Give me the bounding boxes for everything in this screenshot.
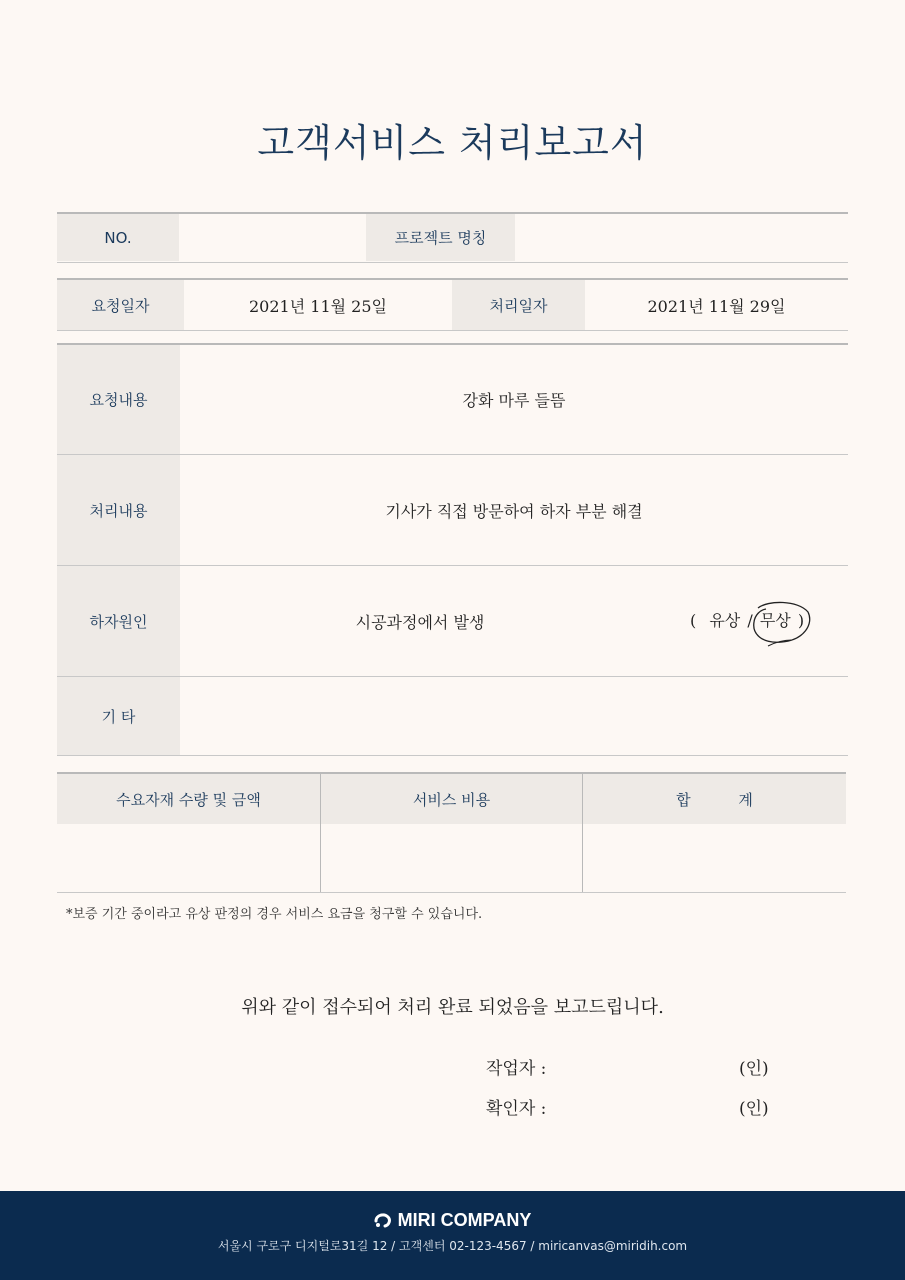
document-title: 고객서비스 처리보고서 bbox=[257, 121, 648, 165]
material-cost-header: 수요자재 수량 및 금액 bbox=[57, 774, 320, 824]
company-logo bbox=[0, 1210, 905, 1231]
request-date-value: 2021년 11월 25일 bbox=[249, 296, 387, 316]
row1-bottom-border bbox=[57, 262, 848, 263]
process-content-label: 처리내용 bbox=[57, 455, 180, 565]
service-cost-value[interactable] bbox=[321, 824, 582, 892]
cost-table-divider-2 bbox=[582, 774, 583, 892]
request-date-label: 요청일자 bbox=[57, 280, 184, 330]
paid-option[interactable]: 유상 bbox=[709, 611, 741, 630]
confirmer-seal[interactable]: (인) bbox=[739, 1099, 769, 1119]
etc-label: 기 타 bbox=[57, 677, 180, 755]
worker-seal[interactable]: (인) bbox=[739, 1059, 769, 1079]
warranty-note: *보증 기간 중이라고 유상 판정의 경우 서비스 요금을 청구할 수 있습니다. bbox=[66, 907, 483, 922]
company-name: MIRI COMPANY bbox=[397, 1210, 532, 1230]
details-bottom-border bbox=[57, 755, 848, 756]
option-separator: / bbox=[747, 611, 753, 630]
row2-bottom-border bbox=[57, 330, 848, 331]
no-label: NO. bbox=[57, 214, 179, 261]
etc-value[interactable] bbox=[180, 677, 848, 755]
process-date-label: 처리일자 bbox=[452, 280, 585, 330]
request-content-label: 요청내용 bbox=[57, 345, 180, 454]
worker-label: 작업자 : bbox=[486, 1059, 547, 1079]
confirmer-label: 확인자 : bbox=[486, 1099, 547, 1119]
service-cost-header: 서비스 비용 bbox=[321, 774, 582, 824]
material-cost-value[interactable] bbox=[57, 824, 320, 892]
total-value[interactable] bbox=[583, 824, 846, 892]
report-statement: 위와 같이 접수되어 처리 완료 되었음을 보고드립니다. bbox=[241, 997, 664, 1018]
project-name-label: 프로젝트 명칭 bbox=[366, 214, 515, 261]
cost-table-divider-1 bbox=[320, 774, 321, 892]
company-logo-icon bbox=[374, 1212, 396, 1228]
company-address: 서울시 구로구 디지털로31길 12 / 고객센터 02-123-4567 / miricanvas@miridih.com bbox=[217, 1239, 688, 1253]
request-content-value: 강화 마루 들뜸 bbox=[462, 391, 566, 410]
footer bbox=[0, 1191, 905, 1280]
total-header: 합 계 bbox=[583, 774, 846, 824]
defect-cause-label: 하자원인 bbox=[57, 566, 180, 676]
paid-open-paren: ( bbox=[690, 611, 697, 630]
hand-drawn-circle-icon bbox=[748, 598, 814, 652]
process-content-value: 기사가 직접 방문하여 하자 부분 해결 bbox=[385, 501, 643, 521]
no-value[interactable] bbox=[179, 214, 366, 261]
cost-table-bottom-border bbox=[57, 892, 846, 893]
free-option[interactable]: 무상 bbox=[759, 611, 791, 630]
defect-cause-value: 시공과정에서 발생 bbox=[355, 612, 485, 632]
process-date-value: 2021년 11월 29일 bbox=[647, 296, 786, 316]
project-name-value[interactable] bbox=[515, 214, 848, 261]
paid-close-paren: ) bbox=[797, 611, 805, 630]
